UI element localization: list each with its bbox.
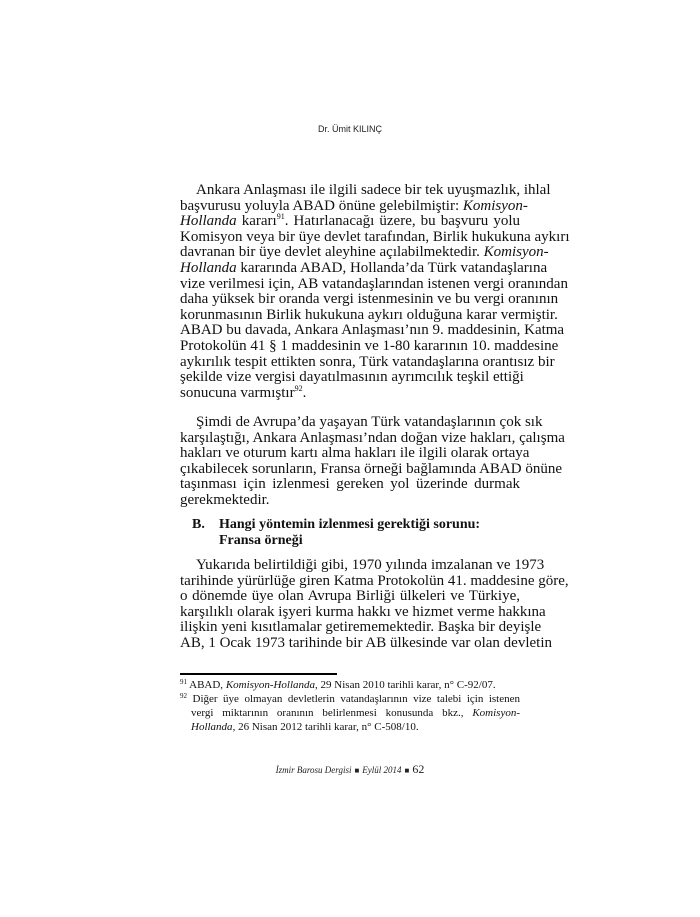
text-segment: ilişkin yeni kısıtlamalar getirememektedir. Başka bir deyişle <box>180 619 542 636</box>
text-segment: korunmasının Birlik hukukuna aykırı olduğuna karar vermiştir. <box>180 306 558 323</box>
issue-date: Eylül 2014 <box>362 765 402 775</box>
text-line <box>180 182 551 199</box>
heading-line-1: Hangi yöntemin izlenmesi gerektiği sorunu: <box>219 517 481 532</box>
page-number: 62 <box>412 762 425 776</box>
text-segment: davranan bir üye devlet aleyhine açılabilmektedir. <box>180 244 484 261</box>
text-line <box>180 228 570 246</box>
text-segment: çıkabilecek sorunların, Fransa örneği bağlamında ABAD önüne <box>180 460 562 477</box>
text-segment: ABAD bu davada, Ankara Anlaşması’nın 9. maddesinin, Katma <box>180 322 565 339</box>
text-segment: AB, 1 Ocak 1973 tarihinde bir AB ülkesinde var olan devletin <box>180 634 553 651</box>
text-segment: karşılaştığı, Ankara Anlaşması’ndan doğan vize hakları, çalışma <box>180 429 565 446</box>
paragraph-3 <box>180 557 569 652</box>
text-segment: Yukarıda belirtildiği gibi, 1970 yılında imzalanan ve 1973 <box>196 557 545 573</box>
journal-name: İzmir Barosu Dergisi <box>275 765 352 775</box>
text-segment: gerekmektedir. <box>180 491 270 508</box>
footnote-ref: 91 <box>180 678 187 686</box>
text-segment: başvurusu yoluyla ABAD önüne gelebilmiştir: <box>180 197 463 214</box>
footnote-ref: 92 <box>294 383 303 393</box>
text-segment: tarihinde yürürlüğe giren Katma Protokolün 41. maddesine göre, <box>180 572 569 589</box>
text-segment: taşınması için izlenmesi gereken yol üzerinde durmak <box>180 476 520 493</box>
footnote-separator <box>180 673 337 675</box>
text-segment: , 29 Nisan 2010 tarihli karar, n° C-92/07. <box>315 679 496 691</box>
text-line <box>180 634 553 652</box>
text-segment: Komisyon- <box>462 197 528 214</box>
text-line <box>180 244 549 261</box>
text-line <box>180 369 524 386</box>
text-segment: Şimdi de Avrupa’da yaşayan Türk vatandaşlarının çok sık <box>196 414 543 430</box>
text-segment: ABAD, <box>187 679 226 691</box>
text-line <box>180 477 520 493</box>
text-segment: Komisyon-Hollanda <box>225 679 316 691</box>
separator: ■ <box>404 766 410 775</box>
footnote-ref: 92 <box>180 692 187 700</box>
text-line <box>180 337 559 355</box>
text-line <box>180 197 528 215</box>
text-line <box>180 275 568 293</box>
text-segment: Hollanda <box>180 213 237 230</box>
text-segment: kararında ABAD, Hollanda’da Türk vatandaşlarına <box>236 259 548 276</box>
heading-number: B. <box>192 517 205 532</box>
text-segment: karşılıklı olarak işyeri kurma hakkı ve hizmet verme hakkına <box>180 603 546 620</box>
text-segment: Hollanda <box>180 259 237 276</box>
text-line <box>180 557 545 574</box>
paragraph-2 <box>180 414 565 509</box>
text-line <box>180 414 543 431</box>
text-segment: Protokolün 41 § 1 maddesinin ve 1-80 kararının 10. maddesine <box>180 337 559 354</box>
text-line <box>180 353 555 371</box>
paragraph-1 <box>180 182 570 401</box>
text-segment: . Hatırlanacağı üzere, bu başvuru yolu <box>284 213 520 230</box>
text-segment: daha yüksek bir oranda vergi istenmesinin ve bu vergi oranının <box>180 291 559 308</box>
text-line <box>180 589 520 605</box>
text-line <box>180 322 565 339</box>
page-footer <box>0 762 700 777</box>
text-segment: Ankara Anlaşması ile ilgili sadece bir tek uyuşmazlık, ihlal <box>196 182 551 198</box>
text-segment: Komisyon- <box>472 707 520 719</box>
separator: ■ <box>354 766 360 775</box>
text-line <box>180 429 565 447</box>
text-segment: Hollanda <box>191 721 233 733</box>
text-line <box>180 460 562 478</box>
text-line <box>180 678 520 692</box>
text-line <box>180 706 520 720</box>
heading-line-2: Fransa örneği <box>219 532 303 548</box>
text-segment: aykırılık tespit ettikten sonra, Türk vatandaşlarına orantısız bir <box>180 353 555 370</box>
text-segment: kararı <box>236 213 277 230</box>
footnote-91 <box>180 678 520 692</box>
text-segment: vergi miktarının oranının belirlenmesi konusunda bkz., <box>191 707 473 719</box>
text-line <box>180 445 530 462</box>
text-segment: o dönemde üye olan Avrupa Birliği ülkeleri ve Türkiye, <box>180 588 520 605</box>
text-segment: sonucuna varmıştır <box>180 384 295 401</box>
text-segment: hakları ve oturum kartı alma hakları ile ilgili olarak ortaya <box>180 445 530 462</box>
text-line <box>180 291 559 308</box>
text-segment: vize verilmesi için, AB vatandaşlarından istenen vergi oranından <box>180 275 568 292</box>
text-segment: Komisyon- <box>483 244 549 261</box>
text-line <box>180 493 520 509</box>
text-line <box>180 720 520 734</box>
text-segment: şekilde vize vergisi dayatılmasının ayrımcılık teşkil ettiği <box>180 369 524 386</box>
text-line <box>180 383 520 402</box>
text-segment: . <box>302 384 307 401</box>
running-header: Dr. Ümit KILINÇ <box>317 124 382 134</box>
footnote-92 <box>180 692 520 734</box>
text-line <box>180 603 546 621</box>
text-segment: , 26 Nisan 2012 tarihli karar, n° C-508/10. <box>232 721 419 733</box>
text-line <box>180 619 542 636</box>
text-line <box>180 572 569 590</box>
text-line <box>180 306 558 324</box>
text-line <box>180 692 520 706</box>
footnote-ref: 91 <box>276 212 285 222</box>
text-line <box>180 259 548 277</box>
text-segment: Diğer üye olmayan devletlerin vatandaşlarının vize talebi için istenen <box>187 693 520 705</box>
text-line <box>180 214 520 230</box>
text-segment: Komisyon veya bir üye devlet tarafından, Birlik hukukuna aykırı <box>180 228 570 245</box>
section-heading <box>180 517 480 548</box>
